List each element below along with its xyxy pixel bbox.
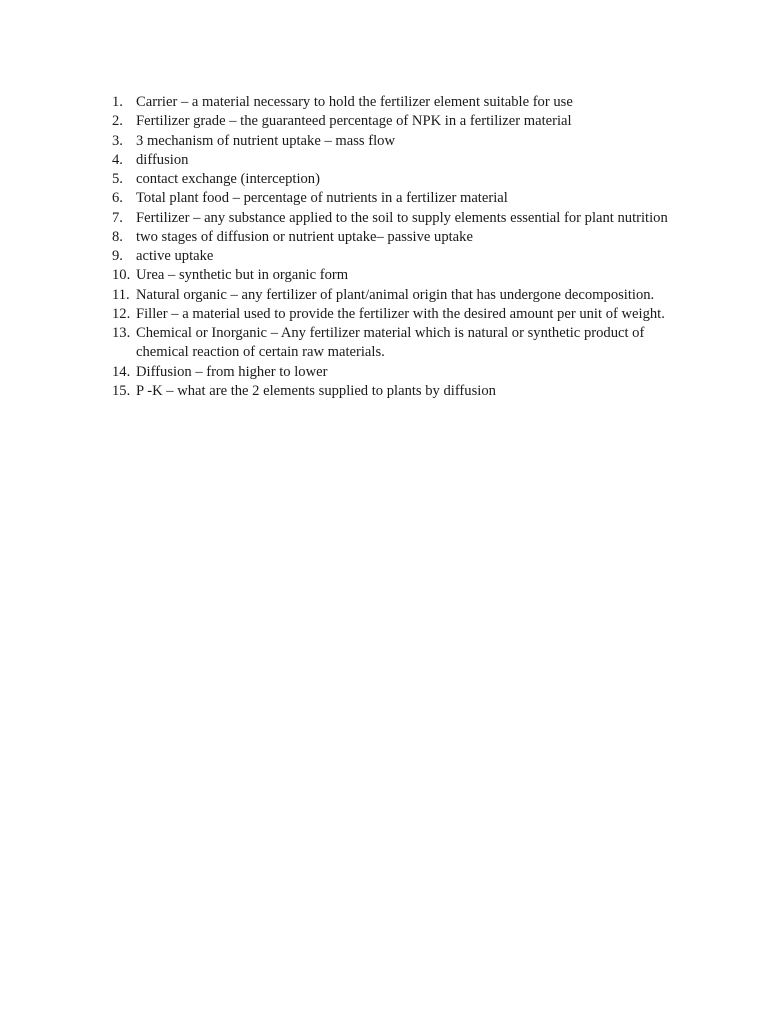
list-item (112, 305, 682, 324)
list-item (112, 170, 682, 189)
list-number: 14. (112, 363, 131, 380)
list-number: 12. (112, 305, 131, 322)
list-text: Total plant food – percentage of nutrients in a fertilizer material (136, 190, 508, 207)
list-number: 13. (112, 325, 131, 341)
list-item (112, 228, 682, 247)
list-text: contact exchange (interception) (136, 171, 320, 187)
numbered-list (112, 93, 682, 401)
list-item (112, 112, 682, 131)
list-number: 1. (112, 94, 123, 110)
list-item (112, 324, 682, 363)
list-text: two stages of diffusion or nutrient uptake– passive uptake (136, 228, 473, 245)
list-number: 15. (112, 382, 131, 399)
list-number: 4. (112, 151, 123, 168)
list-text: Natural organic – any fertilizer of plant/animal origin that has undergone decomposition. (136, 286, 655, 303)
list-text: Carrier – a material necessary to hold the fertilizer element suitable for use (136, 94, 573, 110)
list-item (112, 132, 682, 151)
list-item (112, 247, 682, 266)
list-number: 5. (112, 171, 123, 187)
list-number: 2. (112, 113, 123, 130)
list-text: Fertilizer grade – the guaranteed percentage of NPK in a fertilizer material (136, 113, 572, 130)
list-item (112, 189, 682, 208)
list-number: 7. (112, 209, 123, 226)
list-item (112, 363, 682, 382)
list-item (112, 209, 682, 228)
list-text: Fertilizer – any substance applied to the soil to supply elements essential for plant nutrition (136, 209, 668, 226)
list-text: 3 mechanism of nutrient uptake – mass flow (136, 132, 395, 149)
list-number: 10. (112, 267, 131, 284)
list-text: Diffusion – from higher to lower (136, 363, 328, 380)
list-text: diffusion (136, 151, 189, 168)
list-item (112, 382, 682, 401)
list-item (112, 151, 682, 170)
list-text: Chemical or Inorganic – Any fertilizer material which is natural or synthetic product of chemical reaction of certain raw materials. (136, 325, 645, 361)
list-text: P -K – what are the 2 elements supplied to plants by diffusion (136, 382, 496, 399)
list-number: 11. (112, 286, 130, 303)
list-text: Urea – synthetic but in organic form (136, 267, 349, 284)
list-number: 3. (112, 132, 123, 149)
list-number: 9. (112, 248, 123, 264)
list-item (112, 266, 682, 285)
list-text: Filler – a material used to provide the fertilizer with the desired amount per unit of weight. (136, 305, 665, 322)
list-number: 6. (112, 190, 123, 207)
list-text: active uptake (136, 248, 214, 264)
list-number: 8. (112, 228, 123, 245)
list-item (112, 286, 682, 305)
list-item (112, 93, 682, 112)
